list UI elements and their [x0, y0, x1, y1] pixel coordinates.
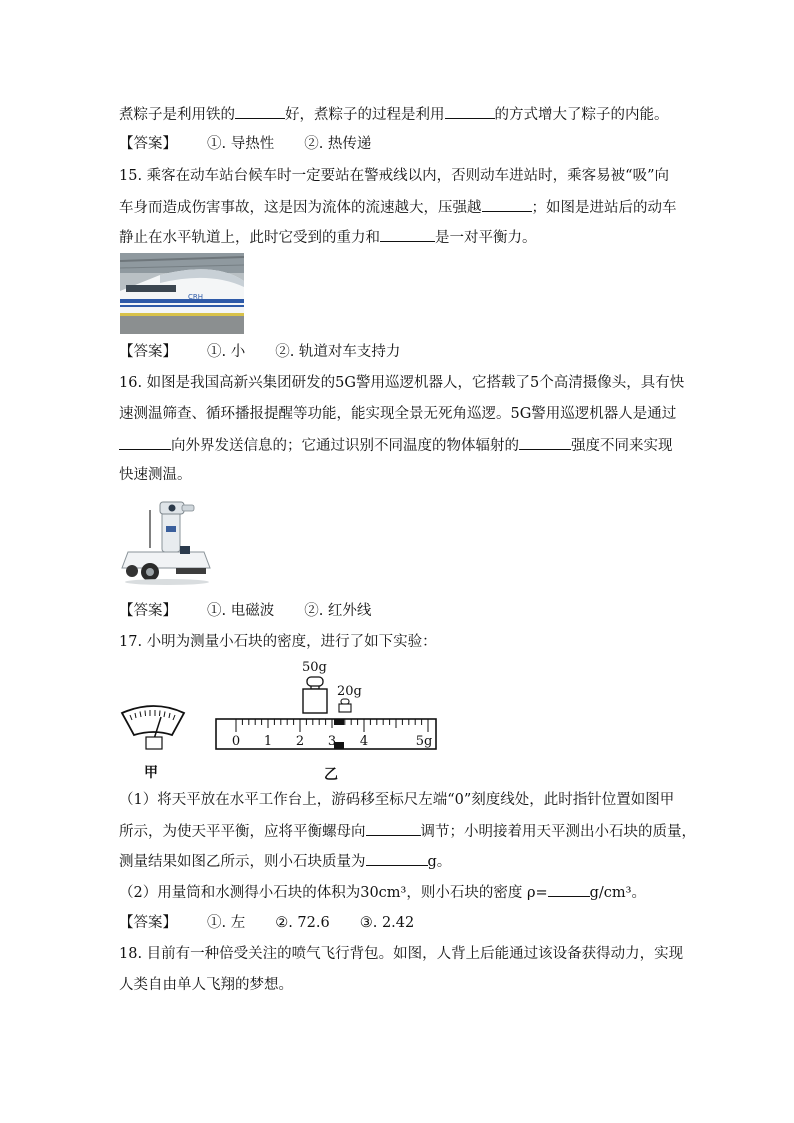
q17-text-e: （2）用量筒和水测得小石块的体积为30cm³，则小石块的密度 ρ=	[119, 885, 548, 901]
q17-part1-line-2	[119, 821, 696, 842]
train-photo	[120, 253, 244, 334]
q14-text	[119, 104, 669, 125]
q17-text-f: g/cm³。	[589, 885, 646, 901]
balance-figure	[118, 655, 448, 783]
answer-2: ②. 轨道对车支持力	[275, 344, 401, 360]
answer-tag: 【答案】	[119, 344, 177, 360]
q17-part1-line-1: （1）将天平放在水平工作台上，游码移至标尺左端“0”刻度线处，此时指针位置如图甲	[119, 792, 675, 808]
q15-answer	[119, 342, 400, 362]
answer-2: ②. 热传递	[304, 136, 372, 152]
q16-blank-1	[119, 435, 171, 450]
ruler-label-1: 1	[263, 734, 273, 749]
q15-text-d: 是一对平衡力。	[435, 230, 537, 246]
q17-part2	[119, 882, 646, 903]
q15-blank-2	[380, 227, 435, 242]
answer-1: ①. 小	[207, 344, 246, 360]
q15-line-2	[119, 197, 677, 218]
q17-line-1: 17. 小明为测量小石块的密度，进行了如下实验：	[119, 634, 437, 650]
q14-blank-2	[445, 104, 495, 119]
q16-text-b: 强度不同来实现	[571, 438, 673, 454]
answer-1: ①. 电磁波	[207, 603, 275, 619]
answer-2: ②. 红外线	[304, 603, 372, 619]
q17-text-b: 调节；小明接着用天平测出小石块的质量，	[420, 824, 696, 840]
ruler-figure-b	[216, 719, 436, 783]
train-logo: CRH	[188, 293, 204, 301]
q15-text-a: 车身而造成伤害事故，这是因为流体的流速越大，压强越	[119, 200, 482, 216]
ruler-label-5: 5g	[415, 734, 433, 749]
answer-1: ①. 导热性	[207, 136, 275, 152]
q17-blank-2	[366, 851, 428, 866]
q14-text-b: 好，煮粽子的过程是利用	[285, 107, 445, 123]
figure-label-b: 乙	[324, 767, 338, 783]
answer-2: ②. 72.6	[275, 915, 330, 931]
dial-figure-a	[122, 706, 184, 781]
q15-blank-1	[482, 197, 532, 212]
q16-line-4: 快速测温。	[119, 467, 192, 483]
q17-text-d: g。	[427, 854, 452, 870]
q15-line-3	[119, 227, 537, 248]
q17-answer	[119, 913, 414, 933]
weight-20g-label: 20g	[337, 684, 362, 699]
figure-label-a: 甲	[144, 765, 158, 781]
q16-line-1: 16. 如图是我国高新兴集团研发的5G警用巡逻机器人，它搭载了5个高清摄像头，具有快	[119, 375, 685, 391]
q16-text-a: 向外界发送信息的；它通过识别不同温度的物体辐射的	[171, 438, 519, 454]
q14-answer	[119, 134, 371, 154]
answer-tag: 【答案】	[119, 603, 177, 619]
weights	[302, 660, 362, 713]
q15-text-b: ；如图是进站后的动车	[531, 200, 677, 216]
q15-text-c: 静止在水平轨道上，此时它受到的重力和	[119, 230, 380, 246]
q17-part1-line-3	[119, 851, 451, 872]
ruler-label-4: 4	[359, 734, 369, 749]
q18-line-2: 人类自由单人飞翔的梦想。	[119, 977, 293, 993]
q17-text-a: 所示，为使天平平衡，应将平衡螺母向	[119, 824, 366, 840]
q17-blank-1	[366, 821, 421, 836]
q17-blank-3	[548, 882, 590, 897]
ruler-label-0: 0	[231, 734, 241, 749]
q16-line-3	[119, 435, 673, 456]
robot-photo	[120, 496, 214, 586]
q16-line-2: 速测温筛查、循环播报提醒等功能，能实现全景无死角巡逻。5G警用巡逻机器人是通过	[119, 406, 677, 422]
q15-line-1: 15. 乘客在动车站台候车时一定要站在警戒线以内，否则动车进站时，乘客易被“吸”向	[119, 168, 669, 184]
ruler-label-2: 2	[295, 734, 305, 749]
ruler-label-3: 3	[327, 734, 337, 749]
answer-tag: 【答案】	[119, 136, 177, 152]
answer-1: ①. 左	[207, 915, 246, 931]
q14-text-c: 的方式增大了粽子的内能。	[494, 107, 669, 123]
q18-line-1: 18. 目前有一种倍受关注的喷气飞行背包。如图，人背上后能通过该设备获得动力，实现	[119, 946, 684, 962]
q14-blank-1	[235, 104, 285, 119]
q14-text-a: 煮粽子是利用铁的	[119, 107, 235, 123]
q17-text-c: 测量结果如图乙所示，则小石块质量为	[119, 854, 366, 870]
answer-3: ③. 2.42	[359, 915, 415, 931]
q16-blank-2	[519, 435, 571, 450]
weight-50g-label: 50g	[302, 660, 327, 675]
answer-tag: 【答案】	[119, 915, 177, 931]
q16-answer	[119, 601, 371, 621]
